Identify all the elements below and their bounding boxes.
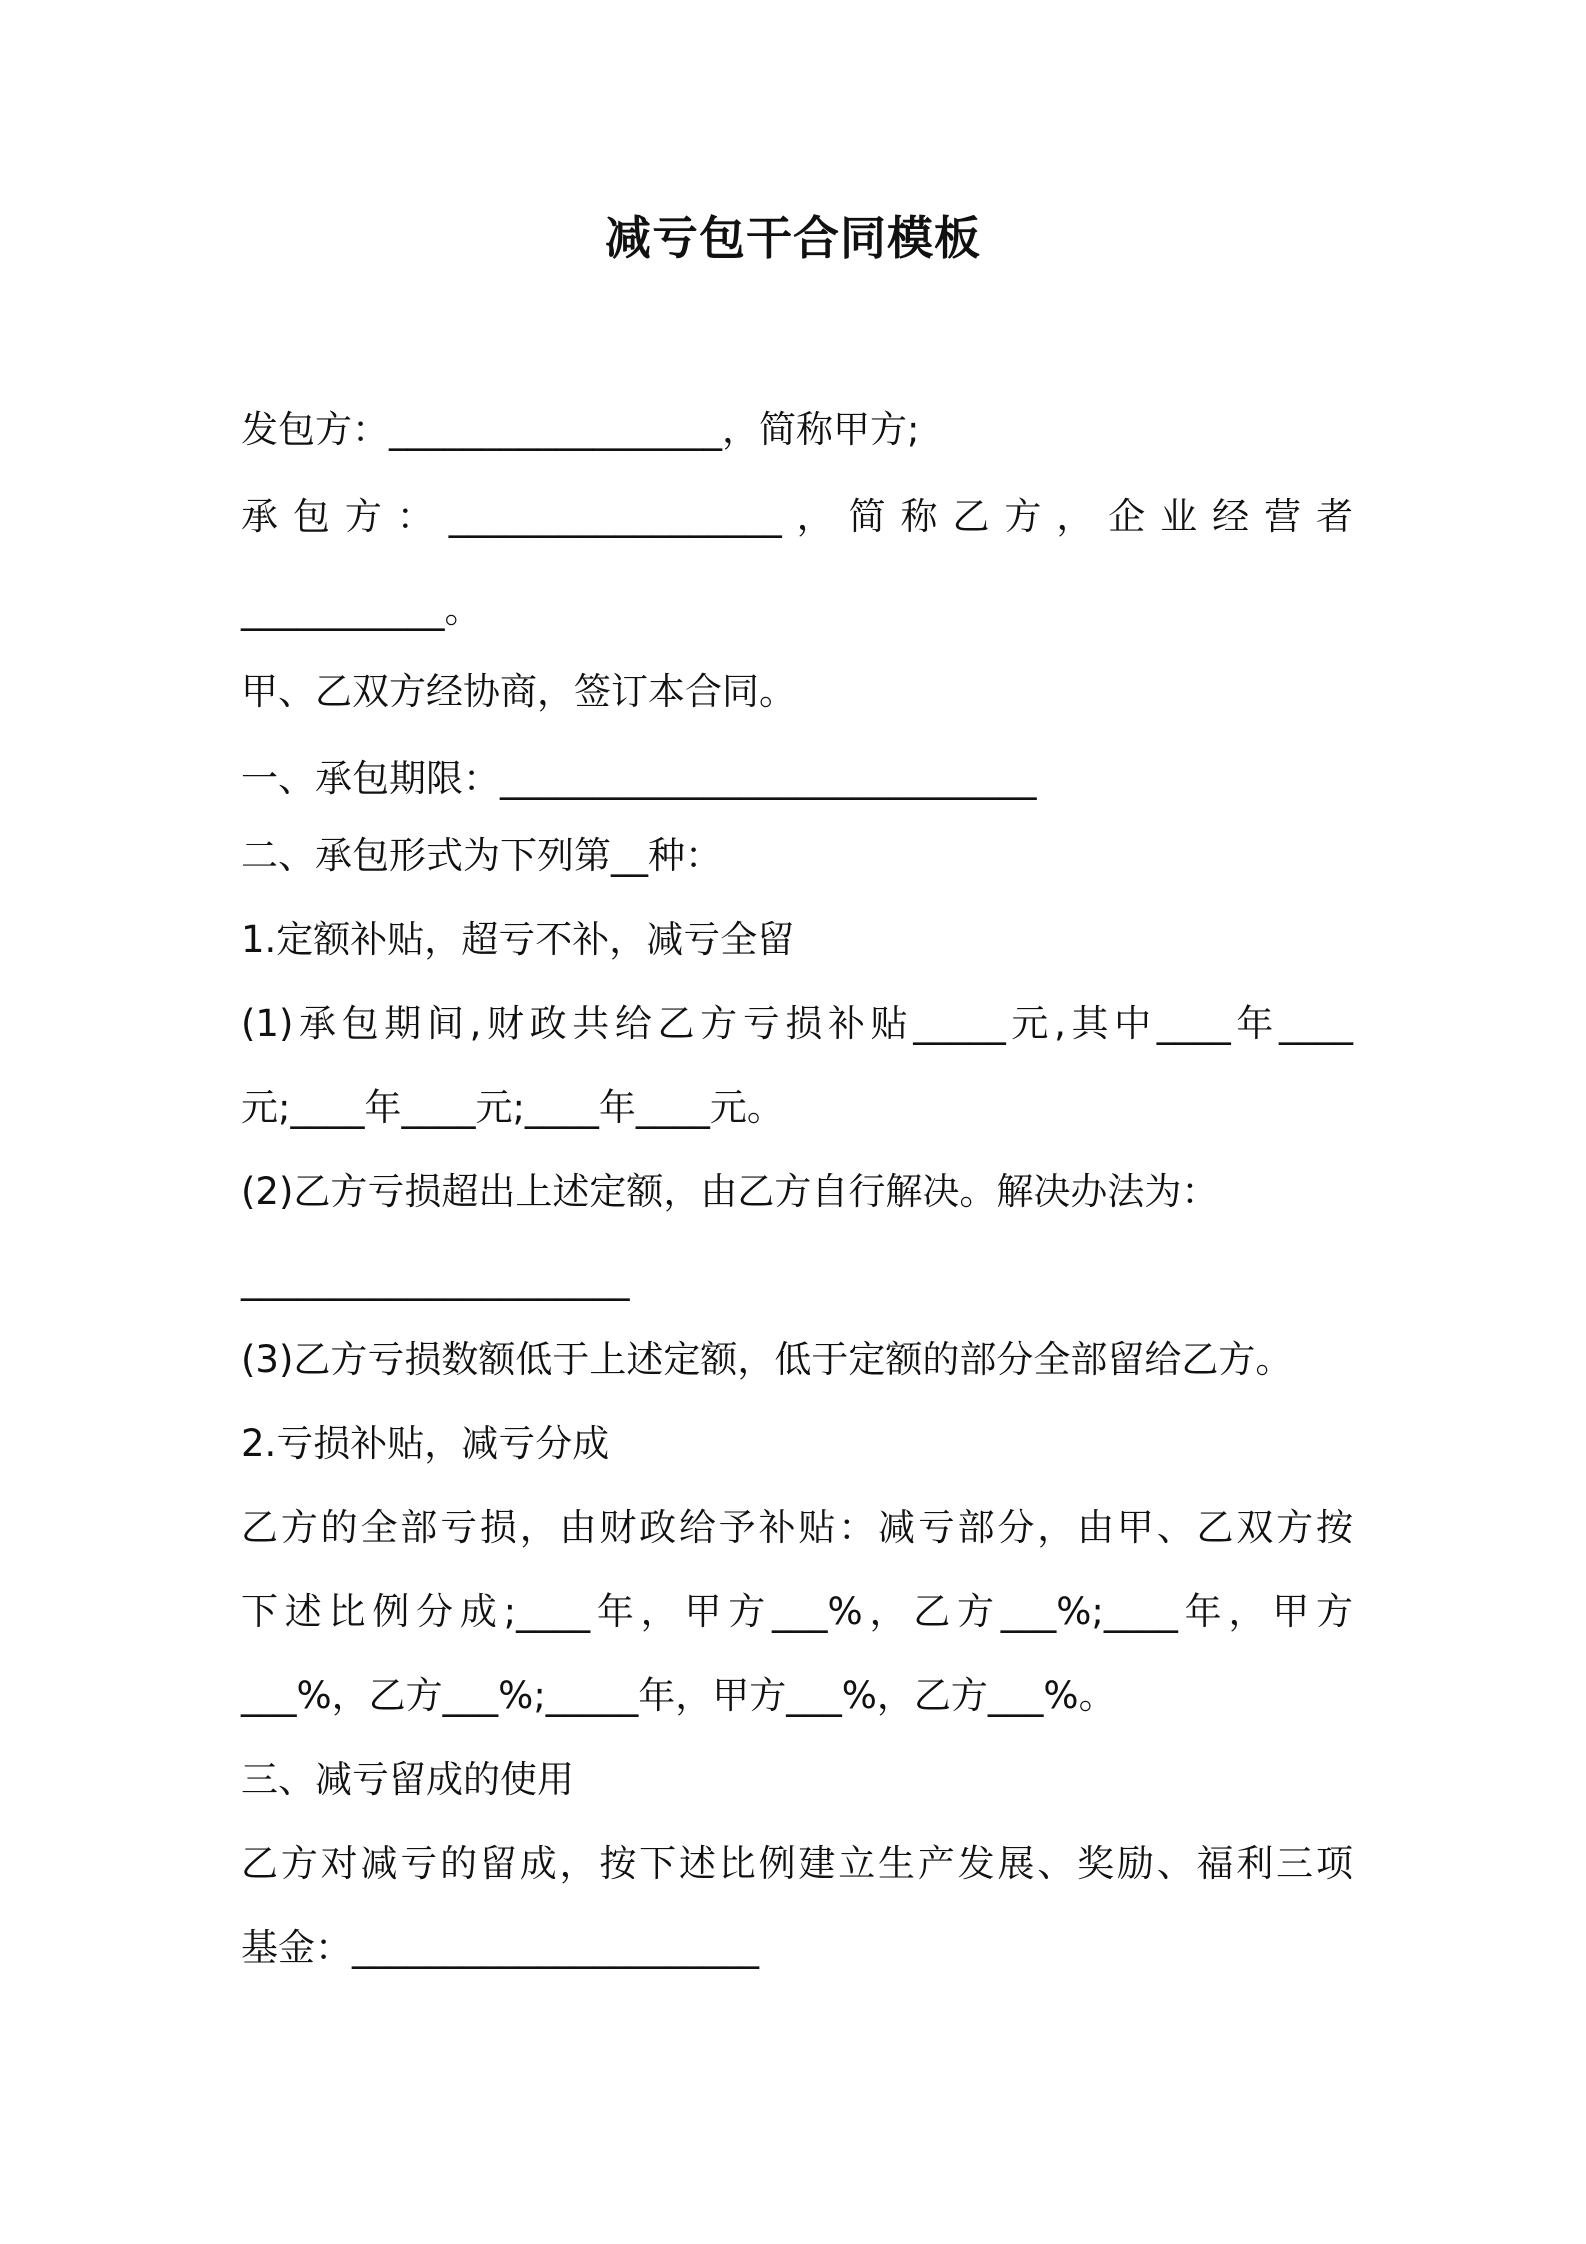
contract-line-option-2-ratio: 下述比例分成;____年，甲方___%，乙方___%;____年，甲方 xyxy=(241,1590,1353,1633)
contract-line-clause-1-1-cont: 元;____年____元;____年____元。 xyxy=(241,1086,784,1129)
contract-line-option-2-body: 乙方的全部亏损，由财政给予补贴：减亏部分，由甲、乙双方按 xyxy=(241,1506,1353,1549)
contract-line-section-2-form: 二、承包形式为下列第__种： xyxy=(241,834,722,877)
contract-line-employer: 发包方：__________________，简称甲方; xyxy=(241,408,920,451)
contract-line-clause-1-2: (2)乙方亏损超出上述定额，由乙方自行解决。解决办法为： xyxy=(241,1170,1219,1213)
contract-line-section-3: 三、减亏留成的使用 xyxy=(241,1758,574,1801)
contract-line-clause-1-1: (1)承包期间,财政共给乙方亏损补贴_____元,其中____年____ xyxy=(241,1002,1353,1045)
contract-line-option-2-ratio-cont: ___%，乙方___%;_____年，甲方___%，乙方___%。 xyxy=(241,1674,1116,1717)
contract-line-section-1-term: 一、承包期限：_____________________________ xyxy=(241,757,1037,800)
contract-line-section-3-funds: 基金：______________________ xyxy=(241,1926,759,1969)
document-title: 减亏包干合同模板 xyxy=(605,211,981,265)
contract-line-option-2: 2.亏损补贴，减亏分成 xyxy=(241,1422,610,1465)
contract-line-operator-blank: ___________。 xyxy=(241,588,482,631)
contract-line-option-1: 1.定额补贴，超亏不补，减亏全留 xyxy=(241,918,795,961)
contract-line-contractor: 承包方：__________________，简称乙方，企业经营者 xyxy=(241,495,1353,538)
contract-line-clause-1-2-blank: _____________________ xyxy=(241,1258,630,1301)
contract-line-section-3-body: 乙方对减亏的留成，按下述比例建立生产发展、奖励、福利三项 xyxy=(241,1842,1353,1885)
contract-line-agreement: 甲、乙双方经协商，签订本合同。 xyxy=(241,670,796,713)
contract-line-clause-1-3: (3)乙方亏损数额低于上述定额，低于定额的部分全部留给乙方。 xyxy=(241,1338,1293,1381)
